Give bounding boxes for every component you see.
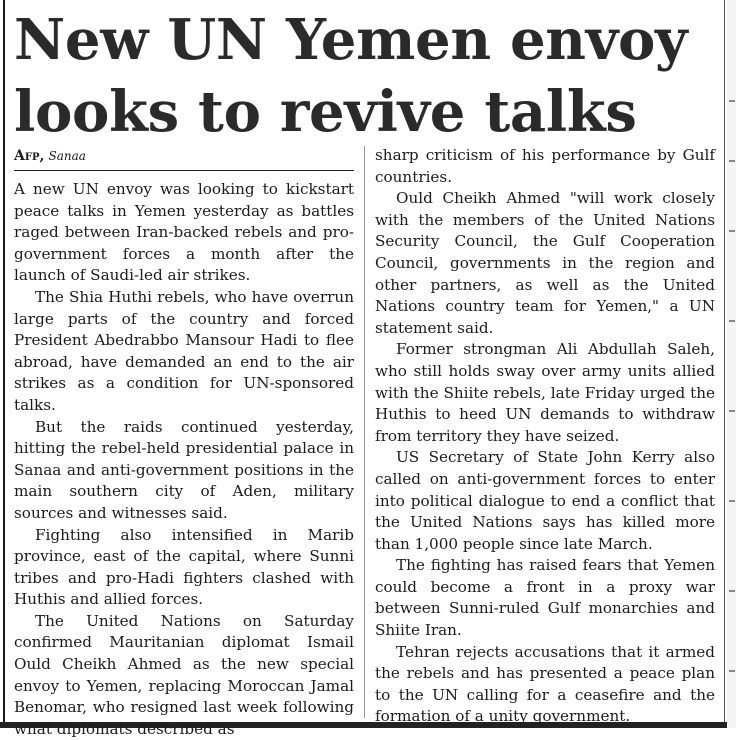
paragraph: Fighting also intensified in Marib province, east of the capital, where Sunni tribes and pro-Hadi fighters clashed with Huthis and allied forces. — [14, 525, 354, 609]
article-column-left — [14, 179, 354, 740]
paragraph: Ould Cheikh Ahmed "will work closely with the members of the United Nations Security Council, the Gulf Cooperation Council, governments in the region and other partners, as well as the United Nations country team for Yemen," a UN statement said. — [375, 189, 715, 337]
edge-mark — [729, 230, 735, 232]
adjacent-article-edge — [727, 0, 736, 728]
paragraph: A new UN envoy was looking to kickstart peace talks in Yemen yesterday as battles raged between Iran-backed rebels and pro-government forces a month after the launch of Saudi-led air strikes. — [14, 180, 354, 285]
byline-rule — [14, 170, 354, 171]
edge-mark — [729, 410, 735, 412]
paragraph: The United Nations on Saturday confirmed Mauritanian diplomat Ismail Ould Cheikh Ahmed as the new special envoy to Yemen, replacing Moroccan Jamal Benomar, who resigned last week following what diplomats described as — [14, 611, 354, 738]
paragraph-continued: sharp criticism of his performance by Gulf countries. — [375, 146, 715, 186]
headline: New UN Yemen envoy looks to revive talks — [14, 7, 688, 145]
edge-mark — [729, 670, 735, 672]
edge-mark — [729, 320, 735, 322]
paragraph: But the raids continued yesterday, hitting the rebel-held presidential palace in Sanaa and anti-government positions in the main southern city of Aden, military sources and witnesses said. — [14, 417, 354, 522]
edge-mark — [729, 160, 735, 162]
edge-mark — [729, 500, 735, 502]
paragraph: The Shia Huthi rebels, who have overrun large parts of the country and forced President Abedrabbo Mansour Hadi to flee abroad, have demanded an end to the air strikes as a condition for UN-sponsored talks. — [14, 287, 354, 414]
paragraph: The fighting has raised fears that Yemen could become a front in a proxy war between Sunni-ruled Gulf monarchies and Shiite Iran. — [375, 556, 715, 640]
column-divider — [364, 146, 365, 718]
byline — [14, 146, 354, 167]
left-border — [3, 0, 5, 728]
article-column-right — [375, 145, 715, 728]
edge-mark — [729, 590, 735, 592]
byline-agency: Afp, — [14, 148, 45, 164]
paragraph: Tehran rejects accusations that it armed the rebels and has presented a peace plan to the UN calling for a ceasefire and the formation of a unity government. — [375, 642, 715, 726]
paragraph: US Secretary of State John Kerry also called on anti-government forces to enter into political dialogue to end a conflict that the United Nations says has killed more than 1,000 people since late March. — [375, 448, 715, 553]
byline-place: Sanaa — [48, 149, 86, 163]
edge-mark — [729, 100, 735, 102]
paragraph: Former strongman Ali Abdullah Saleh, who still holds sway over army units allied with the Shiite rebels, late Friday urged the Huthis to heed UN demands to withdraw from territory they have seized. — [375, 340, 715, 445]
right-border — [724, 0, 725, 722]
